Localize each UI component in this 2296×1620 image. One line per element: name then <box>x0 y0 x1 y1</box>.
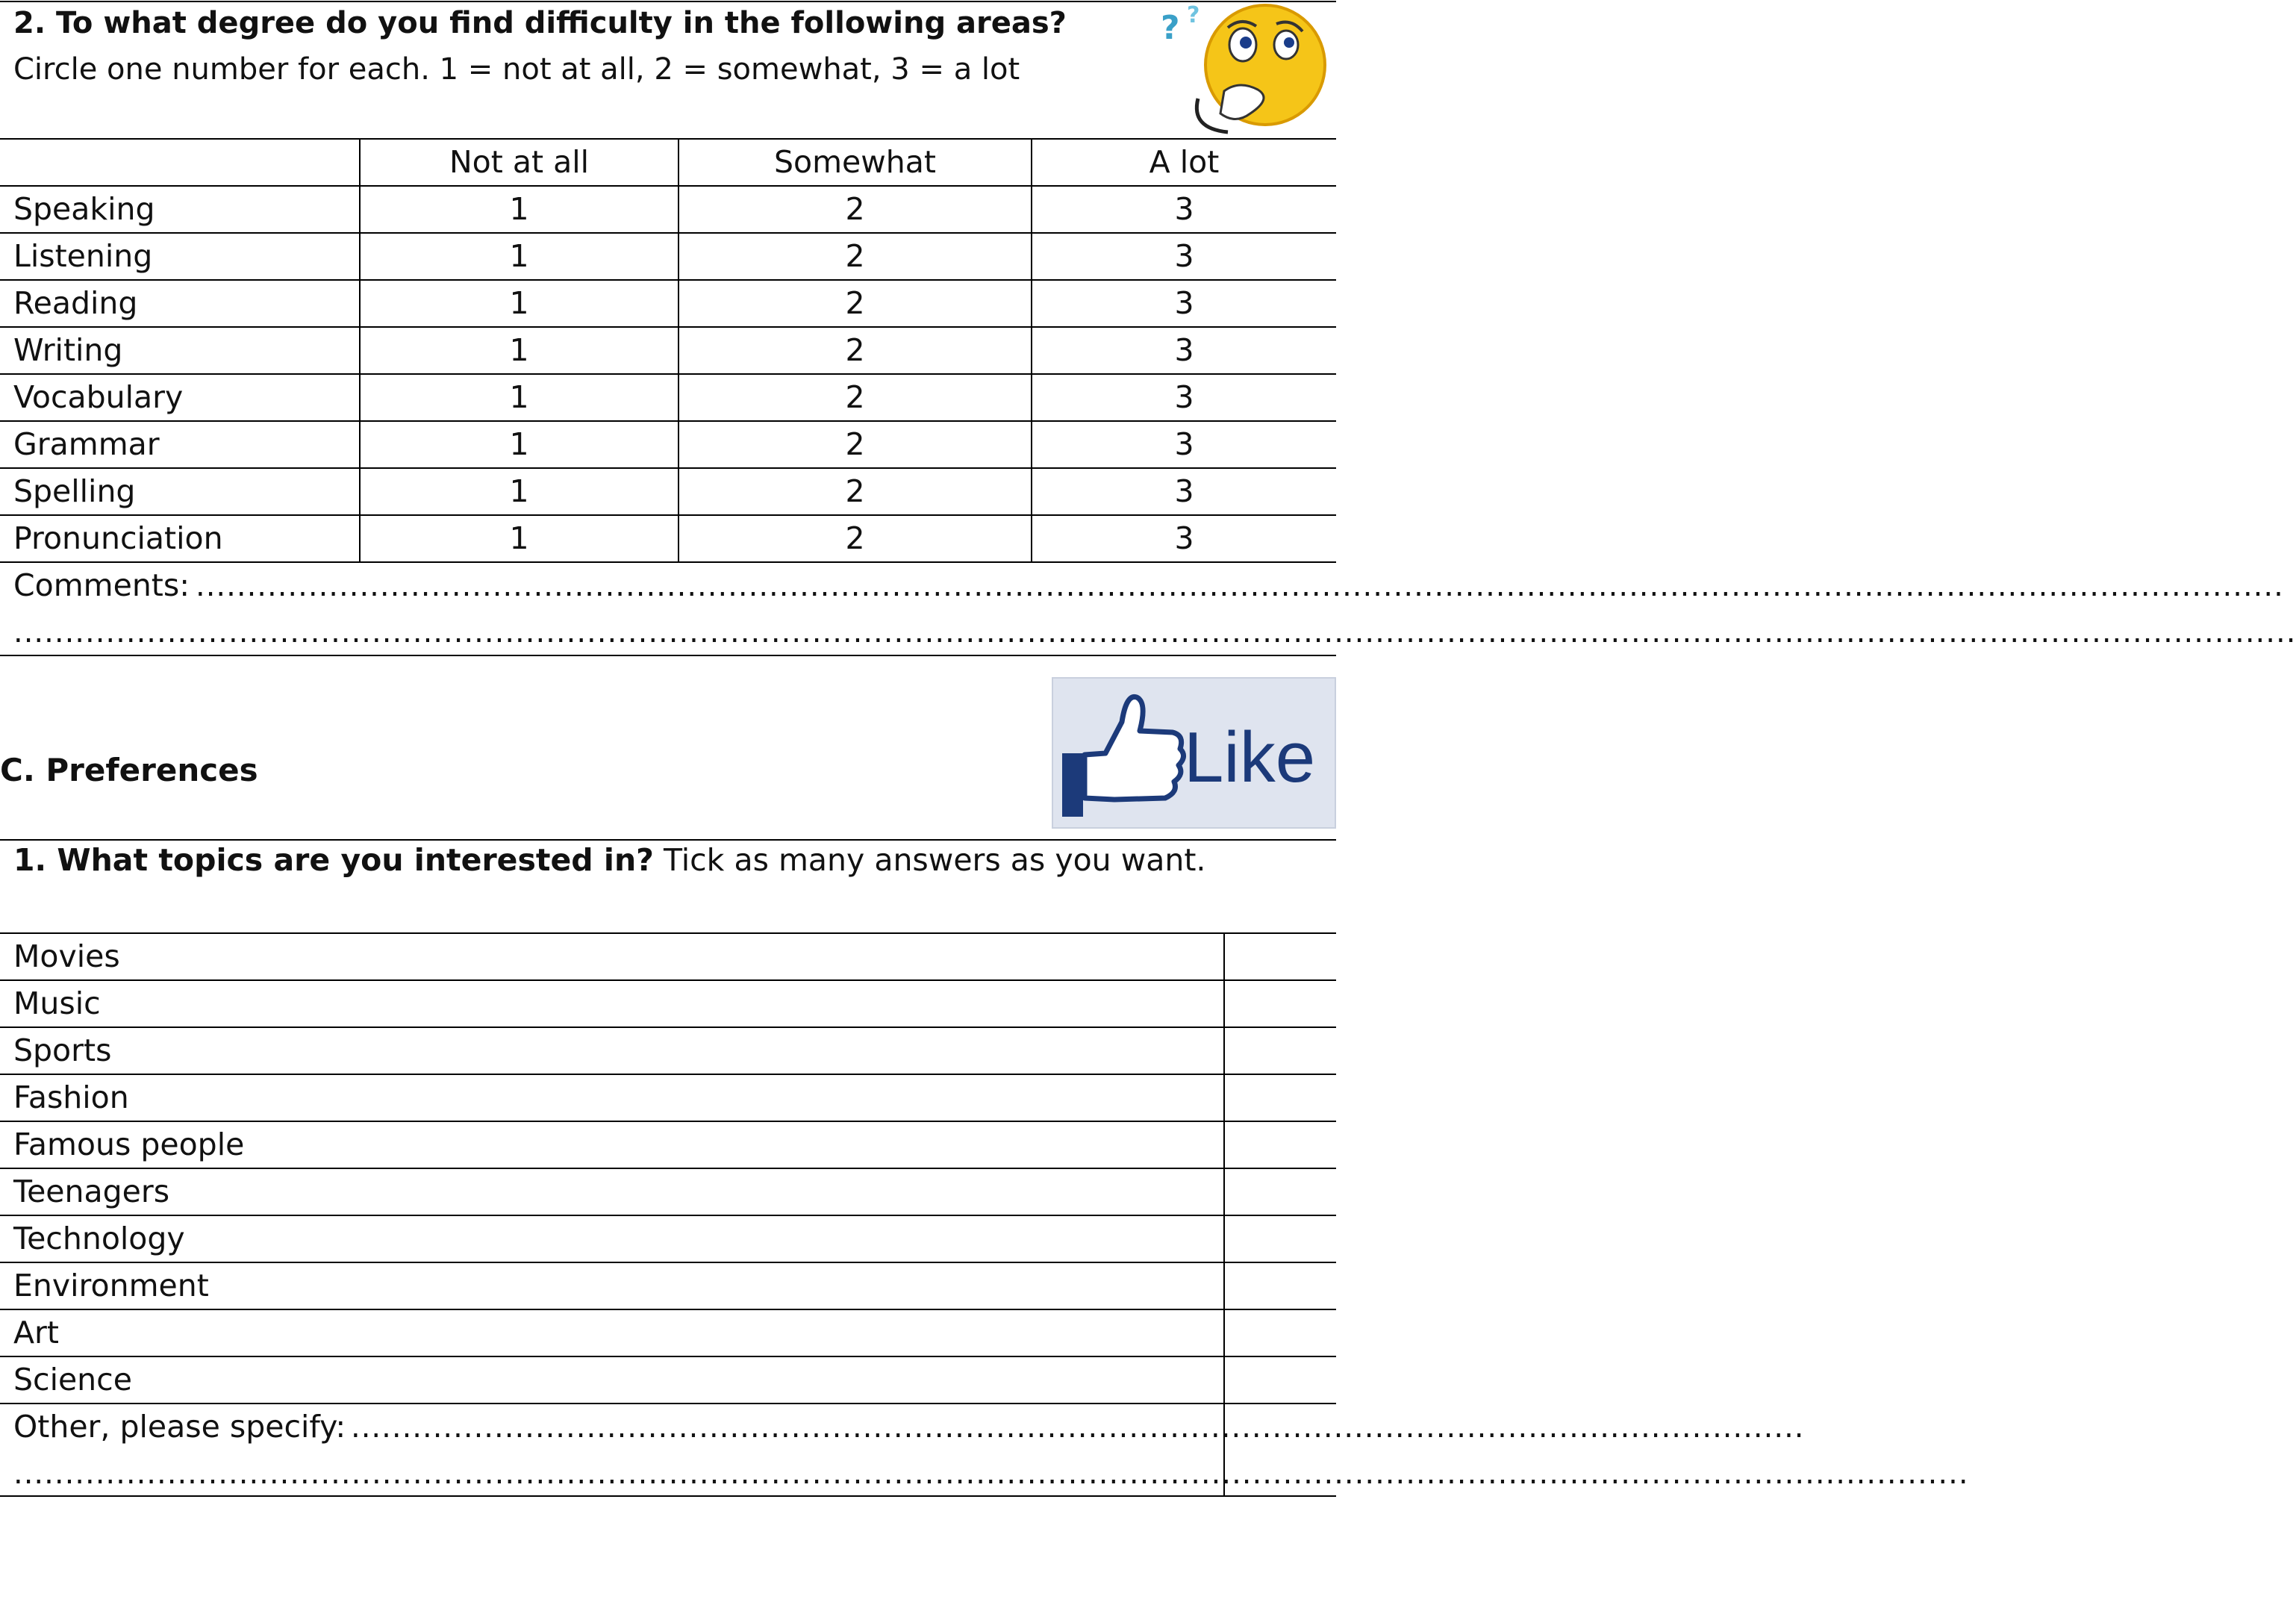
thinking-face-icon <box>1153 1 1336 136</box>
tick-box[interactable] <box>1225 1357 1336 1403</box>
section-rule <box>0 839 1336 841</box>
question-2-title: 2. To what degree do you find difficulty in the following areas? <box>13 6 1067 40</box>
tick-box[interactable] <box>1225 981 1336 1026</box>
tick-box[interactable] <box>1225 1310 1336 1356</box>
topic-label: Sports <box>13 1032 112 1068</box>
tick-box[interactable] <box>1225 1028 1336 1074</box>
column-header-a-lot: A lot <box>1149 144 1220 180</box>
other-specify-line-2[interactable]: ............................................................................................................................................................................................... <box>13 1457 1969 1491</box>
rating-option[interactable]: 1 <box>509 520 529 556</box>
comments-label: Comments: <box>13 567 190 603</box>
topic-label: Teenagers <box>13 1174 170 1209</box>
topics-bottom-rule <box>0 1495 1336 1497</box>
rating-option[interactable]: 3 <box>1174 520 1194 556</box>
question-2-instructions: Circle one number for each. 1 = not at all, 2 = somewhat, 3 = a lot <box>13 52 1020 87</box>
topic-label: Environment <box>13 1268 209 1303</box>
row-label-speaking: Speaking <box>13 191 155 227</box>
like-button <box>1052 677 1336 829</box>
row-label-reading: Reading <box>13 285 138 321</box>
rating-option[interactable]: 2 <box>845 285 865 321</box>
svg-text:?: ? <box>1161 9 1180 47</box>
other-label: Other, please specify: <box>13 1409 346 1445</box>
rating-option[interactable]: 3 <box>1174 473 1194 509</box>
rating-option[interactable]: 1 <box>509 473 529 509</box>
rating-option[interactable]: 3 <box>1174 379 1194 415</box>
rating-option[interactable]: 2 <box>845 426 865 462</box>
topic-label: Movies <box>13 938 120 974</box>
row-label-writing: Writing <box>13 332 123 368</box>
question-1-instructions: Tick as many answers as you want. <box>653 842 1206 878</box>
tick-box[interactable] <box>1225 1216 1336 1262</box>
rating-option[interactable]: 2 <box>845 332 865 368</box>
row-label-listening: Listening <box>13 238 153 274</box>
rating-option[interactable]: 1 <box>509 332 529 368</box>
top-rule <box>0 1 1336 2</box>
rating-option[interactable]: 3 <box>1174 285 1194 321</box>
rating-option[interactable]: 2 <box>845 473 865 509</box>
question-1-title-bold: 1. What topics are you interested in? <box>13 842 654 878</box>
comments-line-2[interactable]: ............................................................................................................................................................................................................................... <box>13 615 2296 649</box>
column-header-not-at-all: Not at all <box>449 144 589 180</box>
rating-option[interactable]: 1 <box>509 426 529 462</box>
topics-rule <box>0 979 1336 981</box>
rating-option[interactable]: 2 <box>845 520 865 556</box>
row-label-spelling: Spelling <box>13 473 136 509</box>
topic-label: Famous people <box>13 1127 245 1162</box>
topic-label: Science <box>13 1362 132 1398</box>
tick-box[interactable] <box>1225 1122 1336 1168</box>
topic-label: Fashion <box>13 1080 129 1115</box>
column-header-somewhat: Somewhat <box>774 144 936 180</box>
rating-option[interactable]: 1 <box>509 285 529 321</box>
row-label-vocabulary: Vocabulary <box>13 379 184 415</box>
comments-line[interactable]: ............................................................................................................................................................................................................ <box>196 569 2284 603</box>
rating-option[interactable]: 2 <box>845 379 865 415</box>
rating-option[interactable]: 1 <box>509 238 529 274</box>
rating-option[interactable]: 1 <box>509 379 529 415</box>
like-label: Like <box>1184 717 1316 797</box>
rating-option[interactable]: 3 <box>1174 238 1194 274</box>
tick-box[interactable] <box>1225 1169 1336 1215</box>
tick-box[interactable] <box>1225 1263 1336 1309</box>
topics-rule <box>0 1074 1336 1075</box>
topics-rule <box>0 1356 1336 1357</box>
comments-bottom-rule <box>0 655 1336 656</box>
rating-option[interactable]: 3 <box>1174 426 1194 462</box>
row-label-grammar: Grammar <box>13 426 160 462</box>
tick-box[interactable] <box>1225 1075 1336 1121</box>
rating-option[interactable]: 3 <box>1174 191 1194 227</box>
tick-box[interactable] <box>1225 934 1336 979</box>
rating-option[interactable]: 1 <box>509 191 529 227</box>
topic-label: Technology <box>13 1221 185 1256</box>
row-label-pronunciation: Pronunciation <box>13 520 223 556</box>
question-1-title <box>13 842 1205 878</box>
topics-rule <box>0 1026 1336 1028</box>
rating-option[interactable]: 2 <box>845 238 865 274</box>
topics-top-rule <box>0 932 1336 934</box>
section-heading: C. Preferences <box>0 752 258 788</box>
rating-option[interactable]: 2 <box>845 191 865 227</box>
svg-text:?: ? <box>1187 2 1200 28</box>
other-specify-line[interactable]: .............................................................................................................................................. <box>351 1410 1805 1445</box>
topics-rule <box>0 1215 1336 1216</box>
rating-option[interactable]: 3 <box>1174 332 1194 368</box>
topic-label: Music <box>13 985 101 1021</box>
topic-label: Art <box>13 1315 59 1350</box>
